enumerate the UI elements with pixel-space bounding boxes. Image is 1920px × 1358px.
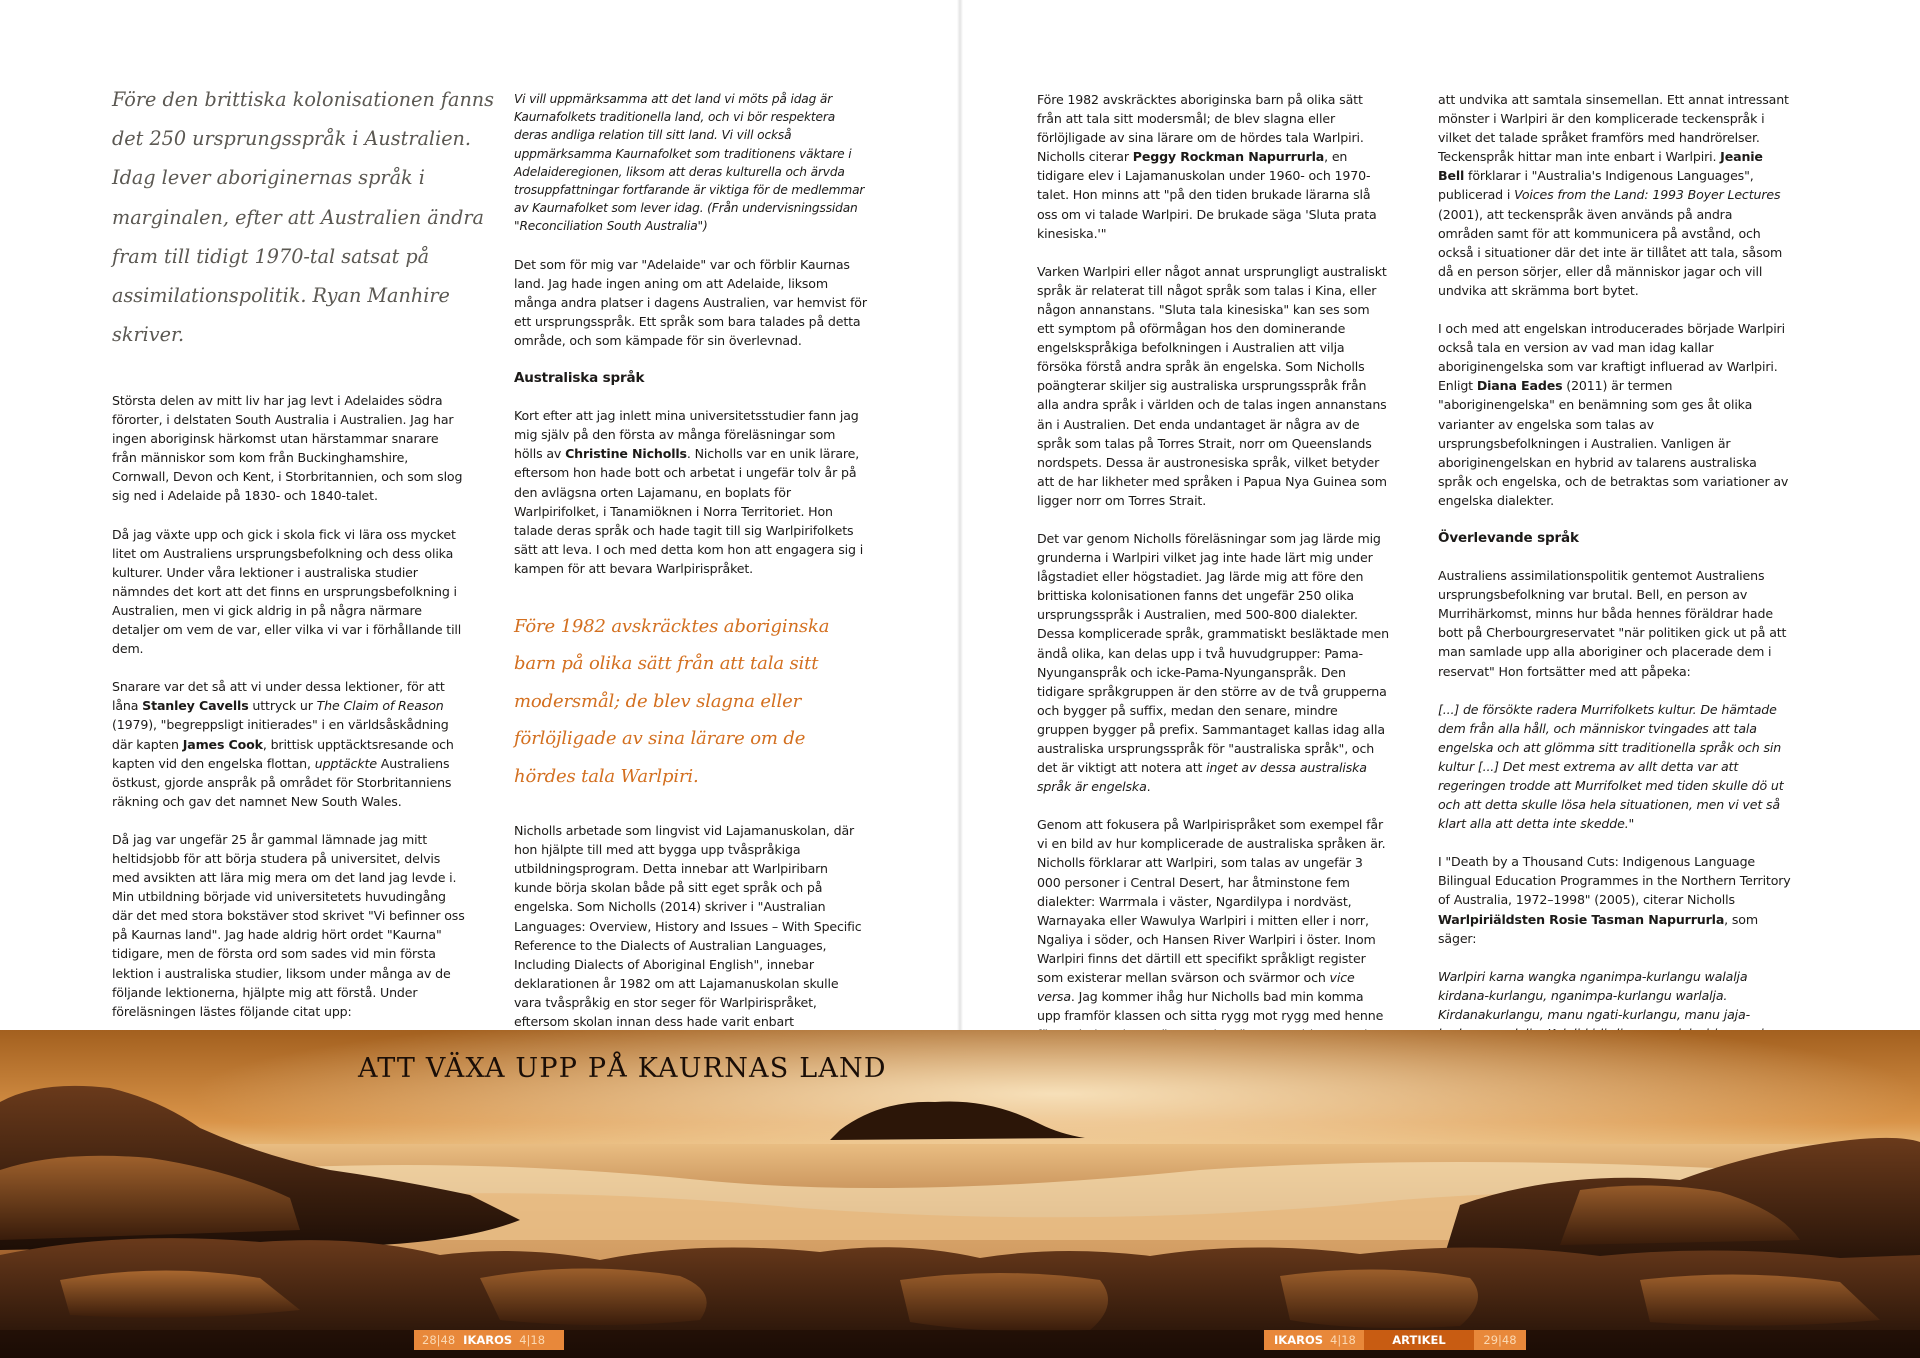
magazine-name: IKAROS (463, 1333, 513, 1347)
page-number: 28|48 (422, 1333, 456, 1347)
hero-photo (0, 1030, 1920, 1358)
paragraph: Nicholls arbetade som lingvist vid Lajamanuskolan, där hon hjälpte till med att bygga upp tvåspråkiga utbildningsprogram. Detta innebar att Warlpiribarn kunde börja skolan både på sitt eget språk och på engelska. Som Nicholls (2014) skriver i "Australian Languages: Overview, History and Issues – With Specific Reference to the Dialects of Australian Languages, Including Dialects of Aboriginal English", innebar deklarationen år 1982 om att Lajamanuskolan skulle vara tvåspråkig en stor seger för Warlpirispråket, eftersom skolan innan dess hade varit enbart (514, 823, 862, 1029)
page-number: 29|48 (1483, 1333, 1517, 1347)
person-name: Stanley Cavells (142, 698, 249, 714)
paragraph: Då jag var ungefär 25 år gammal lämnade jag mitt heltidsjobb för att börja studera på universitet, delvis med avsikten att lära mig mera om det land jag levde i. Min utbildning började vid universitetets huvudingång där det med stora bokstäver stod skrivet "Vi befinner oss på Kaurnas land". Jag hade aldrig hört ordet "Kaurna" tidigare, men de första ord som sades vid min första lektion i australiska studier, liksom under många av de följande lektionerna, hjälpte mig att förstå. Under föreläsningen lästes följande citat upp: (112, 831, 465, 1019)
block-quote: Vi vill uppmärksamma att det land vi möts på idag är Kaurnafolkets traditionella land, och vi bör respektera deras andliga relation till sitt land. Vi vill också uppmärksamma Kaurnafolket som traditionens väktare i Adelaideregionen, liksom att deras kulturella och ärvda trosuppfattningar fortfarande är viktiga för de medlemmar av Kaurnafolket som lever idag. (Från undervisningssidan "Reconciliation South Australia") (514, 92, 865, 234)
paragraph: I "Death by a Thousand Cuts: Indigenous Language Bilingual Education Programmes in the Northern Territory of Australia, 1972–1998" (2005), citerar Nicholls Warlpiriäldsten Rosie Tasman Napurrurla, som säger: (1438, 854, 1791, 946)
paragraph: Snarare var det så att vi under dessa lektioner, för att låna Stanley Cavells uttryck ur The Claim of Reason (1979), "begreppsligt initierades" i en världsåskådning där kapten James Cook, brittisk upptäcktsresande och kapten vid den engelska flottan, upptäckte Australiens östkust, gjorde anspråk på området för Storbritanniens räkning och gav det namnet New South Wales. (112, 679, 454, 809)
paragraph: att undvika att samtala sinsemellan. Ett annat intressant mönster i Warlpiri är den komplicerade teckenspråk i vilket det talade språket framförs med handrörelser. Teckenspråk hittar man inte enbart i Warlpiri. Jeanie Bell förklarar i "Australia's Indigenous Languages", publicerad i Voices from the Land: 1993 Boyer Lectures (2001), att teckenspråk även används på andra områden samt för att kommunicera på avstånd, och också i situationer där det inte är tillåtet att tala, såsom då en person sörjer, eller då människor jagar och vill undvika att skrämma bort bytet. (1438, 92, 1789, 298)
book-title: The Claim of Reason (316, 698, 444, 714)
paragraph: Då jag växte upp och gick i skola fick vi lära oss mycket litet om Australiens ursprungsbefolkning och dess olika kulturer. Under våra lektioner i australiska studier nämndes det kort att det finns en ursprungsbefolkning i Australien, men vi gick aldrig in på några närmare detaljer om vem de var, eller vilka vi var i förhållande till dem. (112, 526, 462, 657)
folio-section (1364, 1330, 1474, 1350)
seascape-illustration (0, 1030, 1920, 1358)
block-quote: [...] de försökte radera Murrifolkets kultur. De hämtade dem från alla håll, och människor tvingades att tala engelska och att glömma sitt traditionella språk och sin kultur [...] Det mest extrema av allt detta var att regeringen trodde att Murrifolket med tiden skulle dö ut och att detta skulle lösa hela situationen, men vi vet så klart alla att detta inte skedde." (1438, 701, 1784, 832)
article-intro: Före den brittiska kolonisationen fanns det 250 ursprungsspråk i Australien. Idag lever aboriginernas språk i marginalen, efter att Australien ändra fram till tidigt 1970-tal satsat på assimilationspolitik. Ryan Manhire skriver. (112, 88, 495, 347)
paragraph: Det som för mig var "Adelaide" var och förblir Kaurnas land. Jag hade ingen aning om att Adelaide, liksom många andra platser i dagens Australien, var hemvist för ett ursprungsspråk. Ett språk som bara talades på detta område, och som kämpade för sin överlevnad. (514, 256, 867, 348)
paragraph: Australiens assimilationspolitik gentemot Australiens ursprungsbefolkning var brutal. Bell, en person av Murrihärkomst, minns hur båda hennes föräldrar hade bott på Cherbourgreservatet "när politiken gick ut på att man samlade upp alla aboriginer och placerade dem i reservat" Hon fortsätter med att påpeka: (1438, 568, 1787, 679)
column-3 (1037, 90, 1390, 1102)
magazine-name: IKAROS (1274, 1333, 1324, 1347)
section-label: ARTIKEL (1392, 1333, 1446, 1347)
pull-quote: Före 1982 avskräcktes aboriginska barn på olika sätt från att tala sitt modersmål; de blev slagna eller förlöjligade av sina lärare om de hördes tala Warlpiri. (514, 616, 830, 787)
person-name: Diana Eades (1476, 378, 1563, 394)
paragraph: Det var genom Nicholls föreläsningar som jag lärde mig grunderna i Warlpiri vilket jag inte hade lärt mig under lågstadiet eller högstadiet. Jag lärde mig att före den brittiska kolonisationen fanns det ungefär 250 olika ursprungsspråk i Australien, med 500-800 dialekter. Dessa komplicerade språk, grammatiskt besläktade men ändå olika, kan delas upp i två huvudgrupper: Pama-Nyunganspråk och icke-Pama-Nyunganspråk. Den tidigare språkgruppen är den större av de två grupperna och bygger på suffix, medan den senare, mindre gruppen bygger på prefix. Sammantaget kallas idag alla australiska ursprungsspråk för "australiska språk", och det är viktigt att notera att inget av dessa australiska språk är engelska. (1037, 530, 1389, 795)
person-name: James Cook (182, 736, 263, 752)
column-4 (1438, 90, 1791, 1081)
section-heading: Australiska språk (514, 370, 645, 387)
column-2 (514, 90, 867, 1069)
warlpiri-quote: Warlpiri karna wangka nganimpa-kurlangu walalja kirdana-kurlangu, nganimpa-kurlangu warlalja. Kirdanakurlangu, manu ngati-kurlangu, manu jaja- (1438, 968, 1750, 1022)
paragraph: Före 1982 avskräcktes aboriginska barn på olika sätt från att tala sitt modersmål; de blev slagna eller förlöjligade av sina lärare om de hördes tala Warlpiri. Nicholls citerar Peggy Rockman Napurrurla, en tidigare elev i Lajamanuskolan under 1960- och 1970-talet. Hon minns att "på den tiden brukade lärarna slå oss om vi talade Warlpiri. De brukade säga 'Sluta prata kinesiska.'" (1037, 92, 1377, 241)
article-title: ATT VÄXA UPP PÅ KAURNAS LAND (358, 1053, 887, 1084)
folio-right-magazine (1264, 1330, 1364, 1350)
folio-right-page (1474, 1330, 1526, 1350)
issue-number: 4|18 (1330, 1333, 1356, 1347)
paragraph: I och med att engelskan introducerades började Warlpiri också tala en version av vad man idag kallar aboriginengelska som var kraftigt influerad av Warlpiri. Enligt Diana Eades (2011) är termen "aboriginengelska" en benämning som ges åt olika varianter av engelska som talas av ursprungsbefolkningen i Australien. Vanligen är aboriginengelskan en hybrid av talarens australiska språk och engelska, och de betraktas som variationer av engelska dialekter. (1438, 321, 1789, 508)
paragraph: Varken Warlpiri eller något annat ursprungligt australiskt språk är relaterat till något språk som talas i Kina, eller någon annanstans. "Sluta tala kinesiska" kan ses som ett symptom på oförmågan hos den dominerande engelskspråkiga befolkningen i Australien att vilja försöka förstå andra språk än engelska. Som Nicholls poängterar skiljer sig australiska ursprungsspråk från alla andra språk i världen och de talas ingen annanstans än i Australien. Det enda undantaget är några av de språk som talas på Torres Strait, norr om Queenslands nordspets. Dessa är austronesiska språk, vilket betyder att de har likheter med språken i Papua Nya Guinea som ligger norr om Torres Strait. (1037, 263, 1387, 508)
person-name: Warlpiriäldsten Rosie Tasman Napurrurla (1438, 911, 1725, 927)
column-1 (112, 391, 465, 1040)
paragraph: Genom att fokusera på Warlpirispråket som exempel får vi en bild av hur komplicerade de australiska språken är. Nicholls förklarar att Warlpiri, som talas av ungefär 3 000 personer i Central Desert, har åtminstone fem dialekter: Warrmala i väster, Ngardilypa i nordväst, Warnayaka eller Wawulya Warlpiri i mitten eller i norr, Ngaliya i söder, och Hansen River Warlpiri i öster. Inom Warlpiri finns det därtill ett specifikt språkligt register som existerar mellan svärson och svärmor och vice versa. Jag kommer ihåg hur Nicholls bad min komma upp framför klassen och sitta rygg mot rygg med henne (1037, 817, 1386, 1024)
book-title: Voices from the Land: 1993 Boyer Lectures (1514, 187, 1781, 203)
section-heading: Överlevande språk (1438, 529, 1579, 546)
paragraph: Kort efter att jag inlett mina universitetsstudier fann jag mig själv på den första av många föreläsningar som hölls av Christine Nicholls. Nicholls var en unik lärare, eftersom hon hade bott och arbetat i ungefär tolv år på den avlägsna orten Lajamanu, en boplats för Warlpirifolket, i Tanamiöknen i Norra Territoriet. Hon talade deras språk och hade tagit till sig Warlpirifolkets sätt att leva. I och med detta kom hon att engagera sig i kampen för att bevara Warlpirispråket. (514, 408, 864, 576)
page-gutter (957, 0, 963, 1030)
person-name: Christine Nicholls (565, 446, 687, 462)
person-name: Peggy Rockman Napurrurla (1132, 149, 1325, 165)
folio-left (414, 1330, 564, 1350)
paragraph: Största delen av mitt liv har jag levt i Adelaides södra förorter, i delstaten South Australia i Australien. Jag har ingen aboriginsk härkomst utan härstammar snarare från människor som kom från Buckinghamshire, Cornwall, Devon och Kent, i Storbritannien, och som slog sig ned i Adelaide på 1830- och 1840-talet. (112, 393, 463, 504)
issue-number: 4|18 (519, 1333, 546, 1347)
person-name: Jeanie Bell (1438, 149, 1763, 184)
